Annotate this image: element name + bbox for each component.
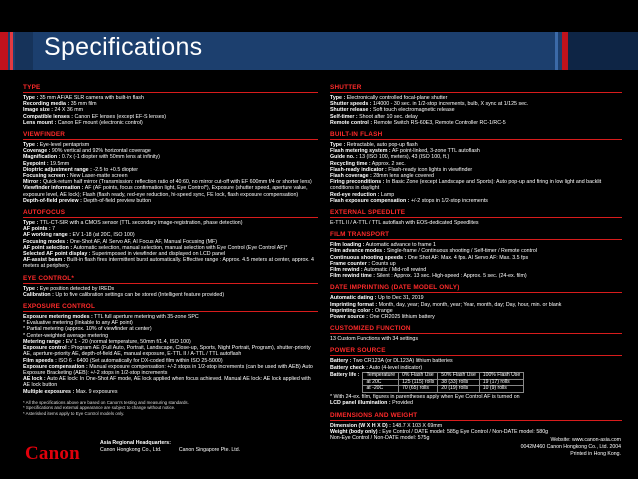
spec-section [330,131,622,204]
spec-key: Recycling time : [330,160,371,167]
spec-key: Mirror : [23,179,42,186]
spec-key: Type : [23,285,39,292]
spec-value: EV 1 - 20 (normal temperature, 50mm f/1.4, ISO 100) [64,338,191,345]
hq-company: Canon Hongkong Co., Ltd. [100,447,162,453]
spec-value: Up to five calibration settings can be stored (Intelligent feature provided) [53,291,225,298]
spec-value: Depth-of-field preview button [81,197,152,204]
spec-key: Film rewind time : [330,273,376,280]
spec-value: 35 mm film [69,101,97,108]
spec-key: Shutter release : [330,107,372,114]
spec-key: Red-eye reduction : [330,191,380,198]
spec-key: Recording media : [23,101,70,108]
spec-line [23,389,318,395]
spec-value: Retractable, auto pop-up flash [345,142,418,149]
spec-key: Selected AF point display : [23,251,91,258]
spec-value: 13 Custom Functions with 34 settings [330,336,419,343]
spec-key: AF-assist beam : [23,257,66,264]
spec-value: 1/4000 - 30 sec. in 1/2-stop increments, bulb, X sync at 1/125 sec. [371,101,529,108]
spec-value: Soft touch electromagnetic release [371,107,455,114]
spec-value: TTL-CT-SIR with a CMOS sensor (TTL secondary image-registration, phase detection) [38,220,243,227]
spec-value: Lamp [379,191,395,198]
spec-value: Max. 9 exposures [74,388,118,395]
spec-value: 19.5mm [48,160,70,167]
section-heading: DIMENSIONS AND WEIGHT [330,412,622,421]
spec-value: +/-2 stops in 1/2-stop increments [409,197,488,204]
spec-value: New Laser-matte screen [68,173,128,180]
spec-value: Remote Switch RS-60E3, Remote Controller RC-1/RC-5 [372,119,506,126]
spec-key: AE lock : [23,376,46,383]
spec-value: E-TTL II / A-TTL / TTL autoflash with EOS-dedicated Speedlites [330,220,479,227]
spec-value: Single-frame / Continuous shooting / Self-timer / Remote control [385,248,537,255]
spec-line [330,400,622,406]
table-cell: at 20C [363,379,399,386]
spec-value: 28mm lens angle covered [371,173,434,180]
spec-key: Magnification : [23,154,61,161]
section-heading: FILM TRANSPORT [330,231,622,240]
spec-value: Automatic advance to frame 1 [364,242,436,249]
spec-key: Exposure compensation : [23,363,88,370]
spec-line [330,120,622,126]
spec-key: AF working range : [23,232,71,239]
spec-key: LCD panel illumination : [330,400,391,407]
spec-key: Image size : [23,107,54,114]
spec-value: Eye-level pentaprism [38,142,90,149]
table-spacer-cell [330,386,363,393]
spec-line [330,179,622,191]
battery-life-label: Battery life : [330,371,360,378]
section-heading: TYPE [23,84,318,93]
spec-key: Focusing modes : [23,238,69,245]
spec-line [330,314,622,320]
spec-section [330,347,622,406]
table-spacer-cell [330,379,363,386]
spec-value: 35 mm AF/AE SLR camera with built-in flash [38,95,144,101]
spec-key: Eyepoint : [23,160,49,167]
footer-info [521,437,621,458]
spec-value: Electronically controlled focal-plane shutter [345,95,448,101]
spec-value: Quick-return half mirror (Transmission: reflection ratio of 40:60, no mirror cut-off with EF 600mm f/4 or shorter lens) [41,179,312,186]
section-heading: EXPOSURE CONTROL [23,303,318,312]
battery-life-table [330,372,524,393]
spec-value: Automatic selection, manual selection, manual selection with Eye Control (Eye Control AF)* [72,244,288,251]
table-cell: 125 (115) rolls [399,379,438,386]
spec-value: Provided [390,400,414,407]
table-header-cell: 50% Flash Use [438,372,480,379]
spec-line [330,220,622,226]
spec-key: Automatic dating : [330,295,377,302]
spec-line [23,345,318,357]
spec-section [23,209,318,270]
table-cell: 38 (33) rolls [438,379,480,386]
spec-value: Program AE (Full Auto, Portrait, Landscape, Close-up, Sports, Night Portrait, Program), shutter-priority AE, aperture-priority AE, depth-of-field AE, manual exposure, E-TTL II / A-TTL / TTL autoflash [23,345,311,358]
spec-key: Guide no. : [330,154,358,161]
spec-section [330,325,622,342]
spec-key: Multiple exposures : [23,388,75,395]
table-header-cell: 100% Flash Use [479,372,523,379]
spec-key: Lens mount : [23,119,57,126]
table-cell: 20 (19) rolls [438,386,480,393]
spec-section [23,131,318,204]
spec-line [23,120,318,126]
spec-section [23,84,318,126]
spec-key: Compatible lenses : [23,113,74,120]
spec-value: 24 X 36 mm [53,107,84,114]
section-heading: EXTERNAL SPEEDLITE [330,209,622,218]
spec-value: Superimposed in viewfinder and displayed on LCD panel [90,251,226,258]
headquarters-info [100,440,256,454]
section-heading: CUSTOMIZED FUNCTION [330,325,622,334]
spec-value: 13 (ISO 100, meters), 43 (ISO 100, ft.) [357,154,450,161]
spec-key: Flash-ready indicator : [330,166,387,173]
spec-value: Two CR123A (or DL123A) lithium batteries [351,358,453,365]
spec-key: Depth-of-field preview : [23,197,82,204]
section-heading: EYE CONTROL* [23,275,318,284]
spec-key: Metering range : [23,338,65,345]
spec-value: TTL full aperture metering with 35-zone SPC [92,314,199,321]
spec-value: AF (AF points, focus confirmation light, Eye Control*), Exposure (shutter speed, aperture value, exposure level, AE lock); Flash (flash ready, red-eye reduction, hi-speed sync, FE lock, flash exposure compensation) [23,185,308,198]
spec-key: Dimension (W X H X D) : [330,422,391,429]
spec-value: Approx. 2 sec. [370,160,406,167]
spec-key: Film loading : [330,242,365,249]
spec-key: AF points : [23,226,51,233]
table-row [330,386,524,393]
spec-key: Dioptric adjustment range : [23,166,92,173]
banner-stripe-red-thin [10,32,13,70]
print-code: 0042M460 Canon Hongkong Co., Ltd. 2004 [520,444,621,450]
table-header-cell: 0% Flash Use [399,372,438,379]
spec-line [330,273,622,279]
canon-logo: Canon [25,443,80,464]
section-heading: POWER SOURCE [330,347,622,356]
spec-value: Counts up [370,260,396,267]
spec-key: Coverage : [23,148,51,155]
spec-value: * Evaluative metering (linkable to any AF point) [23,320,133,327]
spec-value: Orange [373,307,393,314]
section-heading: SHUTTER [330,84,622,93]
spec-line [330,336,622,342]
spec-key: Battery check : [330,364,368,371]
spec-value: 7 [50,226,56,233]
spec-value: Flash-ready icon lights in viewfinder [386,166,473,173]
section-heading: BUILT-IN FLASH [330,131,622,140]
spec-value: Canon EF lenses (except EF-S lenses) [73,113,167,120]
spec-value: Shoot after 10 sec. delay [357,113,418,120]
battery-note: * With 24-ex. film, figures in parentheses apply when Eye Control AF is turned on [330,394,520,401]
table-cell: 19 (17) rolls [479,379,523,386]
banner-stripe-red [0,32,8,70]
spec-line [23,198,318,204]
table-cell: 10 (9) rolls [479,386,523,393]
spec-key: Power source : [330,314,368,321]
spec-value: Auto (4-level indicator) [367,364,423,371]
footnote: * All the specifications above are based on Canon's testing and measuring standards. [23,399,189,405]
table-header-cell: Temperature [363,372,399,379]
spec-value: Silent : Approx. 13 sec. High-speed : Approx. 5 sec. (24-ex. film) [375,273,527,280]
spec-key: Flash coverage : [330,173,372,180]
right-column [330,84,622,446]
spec-value: Auto AE lock: In One-Shot AF mode, AE lock applied when focus achieved. Manual AE lock: AE lock applied with AE lock button [23,376,311,389]
spec-key: Viewfinder information : [23,185,84,192]
spec-value: Built-in flash fires intermittent burst automatically. Effective range : Approx. 4.5 meters at center, approx. 4 meters at periphery. [23,257,314,270]
spec-key: Weight (body only) : [330,428,381,435]
spec-key: Film rewind : [330,267,363,274]
spec-section [330,231,622,279]
spec-key: Imprinting format : [330,301,378,308]
spec-key: Frame counter : [330,260,371,267]
spec-section [330,84,622,126]
footnote: * Asterisked items apply to Eye Control models only. [23,410,125,416]
spec-key: Film advance modes : [330,248,386,255]
table-cell: 70 (65) rolls [399,386,438,393]
spec-value: 148.7 X 103 X 69mm [390,422,443,429]
spec-line [23,364,318,376]
spec-line [23,257,318,269]
spec-line [330,198,622,204]
spec-value: Up to Dec 31, 2019 [376,295,424,302]
left-column [23,84,318,416]
spec-key: Remote control : [330,119,373,126]
section-heading: DATE IMPRINTING (DATE MODEL ONLY) [330,284,622,293]
spec-line [23,376,318,388]
spec-key: Calibration : [23,291,54,298]
spec-key: Type : [330,142,346,149]
spec-line [23,292,318,298]
spec-key: Exposure metering modes : [23,314,93,321]
spec-key: Shutter speeds : [330,101,372,108]
spec-key: Focusing screen : [23,173,69,180]
spec-value: -2.5 to +0.5 diopter [91,166,138,173]
section-heading: AUTOFOCUS [23,209,318,218]
spec-key: Type : [23,95,39,101]
spec-key: Flash exposure compensation : [330,197,410,204]
footnotes [23,400,318,416]
spec-key: Type : [23,220,39,227]
printed-in: Printed in Hong Kong. [570,451,621,457]
spec-key: Exposure control : [23,345,70,352]
spec-value: * Partial metering (approx. 10% of viewfinder at center) [23,326,152,333]
spec-section [330,209,622,226]
banner-stripe-blue-thin [555,32,558,70]
section-heading: VIEWFINDER [23,131,318,140]
spec-value: ISO 6 - 6400 (Set automatically for DX-coded film within ISO 25-5000) [56,357,223,364]
spec-section [330,284,622,320]
spec-value: One-Shot AF, AI Servo AF, AI Focus AF, Manual Focusing (MF) [68,238,217,245]
spec-value: Eye Control / DATE model: 585g Eye Control / Non-DATE model: 580g [380,428,549,435]
spec-value: * Center-weighted average metering [23,332,109,339]
spec-line [23,185,318,197]
footer [0,430,638,479]
spec-value: Eye position detected by IREDs [38,285,115,292]
spec-value: Manual exposure compensation: +/-2 stops in 1/2-stop increments (can be used with AEB) Auto Exposure Bracketing (AEB): +/-2 stops in 1/2-stop increments [23,363,313,376]
spec-key: Flash metering system : [330,148,391,155]
spec-key: Battery : [330,358,352,365]
spec-value: Automatic / Mid-roll rewind [362,267,427,274]
hq-label: Asia Regional Headquarters: [100,440,171,446]
spec-section [23,303,318,395]
spec-section [23,275,318,298]
spec-value: 90% vertical and 92% horizontal coverage [50,148,151,155]
banner-block-right [568,32,638,70]
spec-value: EV 1-18 (at 20C, ISO 100) [70,232,135,239]
spec-line [330,365,622,371]
spec-key: Type : [330,95,346,101]
spec-value: In Basic Zone (except Landscape and Sports): Auto pop-up and firing in low light and backlit conditions in daylight [330,179,602,192]
spec-key: AF point selection : [23,244,73,251]
spec-value: 0.7x (-1 diopter with 50mm lens at infinity) [60,154,160,161]
spec-key: Imprinting color : [330,307,374,314]
hq-company: Canon Singapore Pte. Ltd. [178,447,241,453]
spec-value: Canon EF mount (electronic control) [56,119,143,126]
spec-key: Self-timer : [330,113,358,120]
footnote: * Specifications and external appearance are subject to change without notice. [23,405,176,411]
spec-value: Non-Eye Control / Non-DATE model: 575g [330,435,430,442]
banner-stripe-dark [15,32,33,70]
spec-key: Firing preconditions : [330,179,385,186]
website-link[interactable]: Website: www.canon-asia.com [550,437,621,443]
table-cell: at -20C [363,386,399,393]
spec-value: One Shot AF: Max. 4 fps. AI Servo AF: Max. 3.5 fps [406,254,529,261]
page-title: Specifications [44,33,203,61]
spec-key: Film speeds : [23,357,57,364]
spec-key: Continuous shooting speeds : [330,254,407,261]
spec-value: Month, day, year; Day, month, year; Year, month, day; Day, hour, min. or blank [377,301,562,308]
spec-value: One CR2025 lithium battery [367,314,435,321]
spec-value: AF point-linked, 3-zone TTL autoflash [390,148,480,155]
spec-key: Type : [23,142,39,149]
